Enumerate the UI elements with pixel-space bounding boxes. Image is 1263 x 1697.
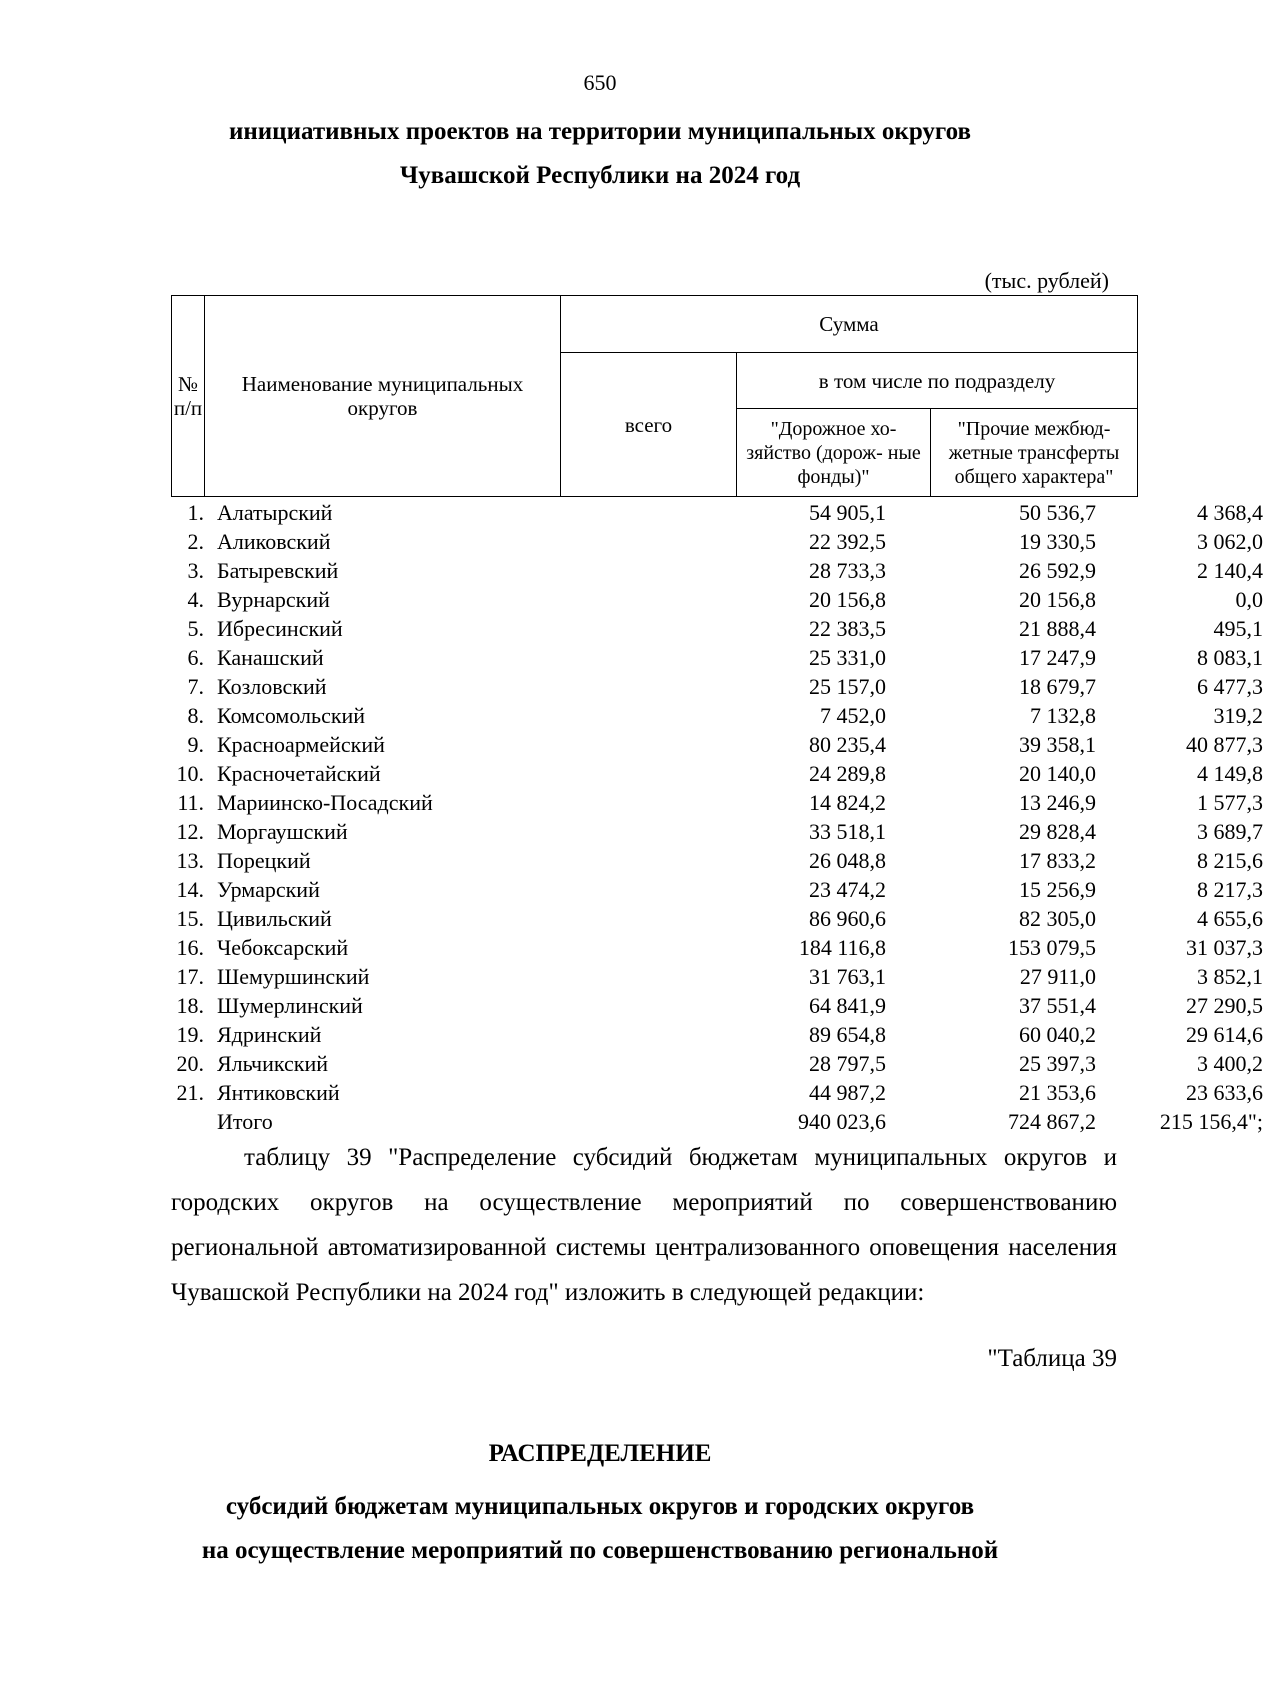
row-road: 82 305,0 (1019, 906, 1096, 931)
row-total: 7 452,0 (820, 703, 886, 728)
row-road: 27 911,0 (1019, 964, 1096, 989)
row-name: Красноармейский (217, 732, 385, 757)
page-number: 650 (583, 70, 617, 95)
row-road: 18 679,7 (1019, 674, 1096, 699)
row-road: 29 828,4 (1019, 819, 1096, 844)
row-total: 22 392,5 (809, 529, 886, 554)
table-row (171, 933, 1263, 962)
table-row (171, 991, 1263, 1020)
table-header (171, 295, 1138, 497)
row-num: 3. (187, 558, 204, 583)
row-road: 39 358,1 (1019, 732, 1096, 757)
row-road: 21 888,4 (1019, 616, 1096, 641)
row-total: 44 987,2 (809, 1080, 886, 1105)
row-other: 3 062,0 (1197, 529, 1263, 554)
row-other: 0,0 (1235, 587, 1263, 612)
row-other: 40 877,3 (1186, 732, 1263, 757)
row-total: 184 116,8 (798, 935, 886, 960)
table-row (171, 817, 1263, 846)
row-total: 86 960,6 (809, 906, 886, 931)
row-num: 9. (187, 732, 204, 757)
row-road: 17 833,2 (1019, 848, 1096, 873)
header-sum: Сумма (561, 296, 1138, 353)
table-row (171, 672, 1263, 701)
row-total: 20 156,8 (809, 587, 886, 612)
row-total: 23 474,2 (809, 877, 886, 902)
row-name: Шемуршинский (217, 964, 370, 989)
row-total: 89 654,8 (809, 1022, 886, 1047)
row-name: Канашский (217, 645, 324, 670)
row-name: Аликовский (217, 529, 331, 554)
table-row (171, 875, 1263, 904)
row-total: 33 518,1 (809, 819, 886, 844)
row-num: 10. (176, 761, 204, 786)
row-num: 17. (176, 964, 204, 989)
row-name: Чебоксарский (217, 935, 349, 960)
row-road: 60 040,2 (1019, 1022, 1096, 1047)
body-paragraph-text: таблицу 39 "Распределение субсидий бюджетам муниципальных округов и городских округов на осуществление мероприятий по совершенствованию региональной автоматизированной системы централизованного оповещения населения Чувашской Республики на 2024 год" изложить в следующей редакции: (171, 1144, 1117, 1306)
units-label: (тыс. рублей) (984, 268, 1109, 293)
table-row (171, 730, 1263, 759)
row-other: 3 400,2 (1197, 1051, 1263, 1076)
distribution-subheading-2: на осуществление мероприятий по совершенствованию региональной (201, 1537, 999, 1564)
row-other: 8 083,1 (1197, 645, 1263, 670)
header-other: "Прочие межбюд- жетные трансферты общего характера" (931, 409, 1138, 497)
table-row (171, 1020, 1263, 1049)
row-name: Яльчикский (217, 1051, 328, 1076)
row-other: 2 140,4 (1197, 558, 1263, 583)
row-total: 28 797,5 (809, 1051, 886, 1076)
row-other: 1 577,3 (1197, 790, 1263, 815)
row-num: 13. (176, 848, 204, 873)
row-road: 15 256,9 (1019, 877, 1096, 902)
row-num: 2. (187, 529, 204, 554)
table-row (171, 904, 1263, 933)
row-road: 153 079,5 (1008, 935, 1096, 960)
row-total: 54 905,1 (809, 500, 886, 525)
row-name: Шумерлинский (217, 993, 363, 1018)
table-title-line-2: Чувашской Республики на 2024 год (399, 162, 801, 189)
table-reference: "Таблица 39 (987, 1345, 1117, 1372)
header-road: "Дорожное хо- зяйство (дорож- ные фонды)" (737, 409, 931, 497)
row-name: Цивильский (217, 906, 332, 931)
row-name: Моргаушский (217, 819, 348, 844)
row-num: 21. (176, 1080, 204, 1105)
row-road: 7 132,8 (1030, 703, 1096, 728)
row-other: 6 477,3 (1197, 674, 1263, 699)
row-other: 29 614,6 (1186, 1022, 1263, 1047)
row-other: 4 655,6 (1197, 906, 1263, 931)
row-other: 319,2 (1213, 703, 1263, 728)
row-name: Красночетайский (217, 761, 381, 786)
row-num: 14. (176, 877, 204, 902)
row-other: 4 149,8 (1197, 761, 1263, 786)
header-incl: в том числе по подразделу (737, 353, 1138, 409)
total-row-road: 724 867,2 (1008, 1109, 1096, 1134)
row-name: Вурнарский (217, 587, 330, 612)
total-row-name: Итого (217, 1109, 273, 1134)
row-total: 31 763,1 (809, 964, 886, 989)
table-row (171, 498, 1263, 527)
row-total: 25 157,0 (809, 674, 886, 699)
row-road: 20 156,8 (1019, 587, 1096, 612)
distribution-heading: РАСПРЕДЕЛЕНИЕ (488, 1440, 712, 1467)
row-other: 4 368,4 (1197, 500, 1263, 525)
table-row (171, 643, 1263, 672)
table-row (171, 1078, 1263, 1107)
row-other: 31 037,3 (1186, 935, 1263, 960)
body-paragraph (171, 1135, 1117, 1315)
row-total: 80 235,4 (809, 732, 886, 757)
row-num: 15. (176, 906, 204, 931)
table-row (171, 962, 1263, 991)
table-row (171, 846, 1263, 875)
table-row (171, 614, 1263, 643)
row-road: 17 247,9 (1019, 645, 1096, 670)
row-name: Батыревский (217, 558, 339, 583)
row-other: 3 852,1 (1197, 964, 1263, 989)
row-other: 8 217,3 (1197, 877, 1263, 902)
row-num: 6. (187, 645, 204, 670)
table-row (171, 788, 1263, 817)
row-road: 25 397,3 (1019, 1051, 1096, 1076)
table-row (171, 556, 1263, 585)
row-road: 37 551,4 (1019, 993, 1096, 1018)
row-num: 12. (176, 819, 204, 844)
row-num: 8. (187, 703, 204, 728)
table-row (171, 1049, 1263, 1078)
row-num: 11. (177, 790, 204, 815)
row-road: 13 246,9 (1019, 790, 1096, 815)
table-body (171, 498, 1263, 1136)
table-row (171, 527, 1263, 556)
row-name: Янтиковский (217, 1080, 340, 1105)
row-total: 22 383,5 (809, 616, 886, 641)
table-row (171, 701, 1263, 730)
distribution-subheading-1: субсидий бюджетам муниципальных округов и городских округов (225, 1493, 975, 1520)
total-row-other: 215 156,4"; (1159, 1109, 1263, 1134)
row-other: 495,1 (1213, 616, 1263, 641)
table-row (171, 585, 1263, 614)
row-total: 28 733,3 (809, 558, 886, 583)
row-num: 16. (176, 935, 204, 960)
table-row (171, 759, 1263, 788)
row-total: 25 331,0 (809, 645, 886, 670)
row-name: Ибресинский (217, 616, 343, 641)
row-name: Порецкий (217, 848, 311, 873)
row-total: 26 048,8 (809, 848, 886, 873)
row-other: 8 215,6 (1197, 848, 1263, 873)
row-total: 64 841,9 (809, 993, 886, 1018)
row-other: 23 633,6 (1186, 1080, 1263, 1105)
row-road: 20 140,0 (1019, 761, 1096, 786)
row-name: Мариинско-Посадский (217, 790, 433, 815)
row-road: 50 536,7 (1019, 500, 1096, 525)
total-row-total: 940 023,6 (798, 1109, 886, 1134)
row-num: 1. (187, 500, 204, 525)
row-num: 18. (176, 993, 204, 1018)
header-name: Наименование муниципальных округов (205, 296, 561, 497)
row-road: 19 330,5 (1019, 529, 1096, 554)
total-row (171, 1107, 1263, 1136)
row-name: Ядринский (217, 1022, 322, 1047)
row-name: Козловский (217, 674, 327, 699)
header-total: всего (561, 353, 737, 497)
row-name: Комсомольский (217, 703, 366, 728)
row-name: Урмарский (217, 877, 320, 902)
header-num: № п/п (172, 296, 205, 497)
row-num: 20. (176, 1051, 204, 1076)
row-total: 24 289,8 (809, 761, 886, 786)
row-num: 5. (187, 616, 204, 641)
row-other: 27 290,5 (1186, 993, 1263, 1018)
row-name: Алатырский (217, 500, 333, 525)
row-num: 7. (187, 674, 204, 699)
row-other: 3 689,7 (1197, 819, 1263, 844)
row-road: 21 353,6 (1019, 1080, 1096, 1105)
table-title-line-1: инициативных проектов на территории муниципальных округов (228, 118, 972, 145)
row-total: 14 824,2 (809, 790, 886, 815)
row-num: 4. (187, 587, 204, 612)
row-road: 26 592,9 (1019, 558, 1096, 583)
row-num: 19. (176, 1022, 204, 1047)
